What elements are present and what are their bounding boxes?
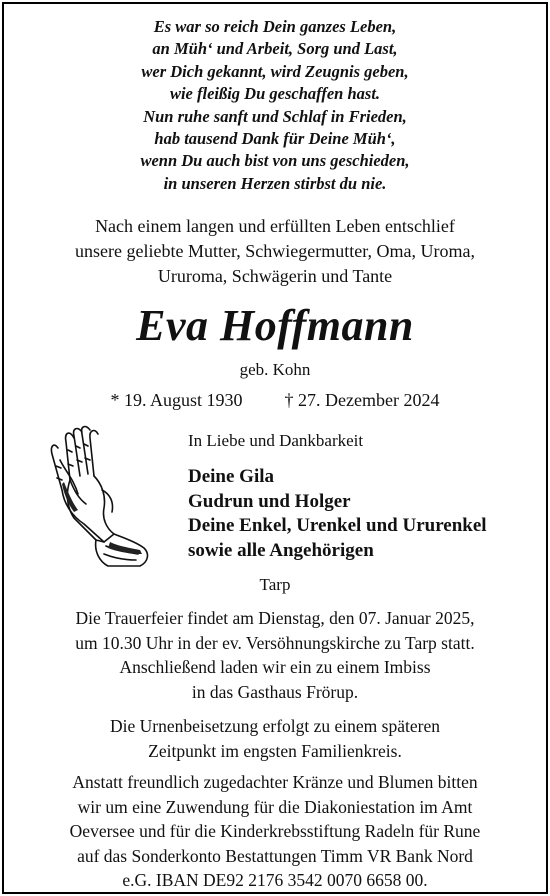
mourner-name: Deine Enkel, Urenkel und Ururenkel <box>188 515 487 536</box>
funeral-info <box>12 606 538 704</box>
death-date: † 27. Dezember 2024 <box>284 390 440 410</box>
mourner-name: Gudrun und Holger <box>188 490 351 512</box>
donation-line: Anstatt freundlich zugedachter Kränze und Blumen bitten <box>72 772 478 792</box>
poem-line: Nun ruhe sanft und Schlaf in Frieden, <box>143 106 407 126</box>
poem-line: an Müh‘ und Arbeit, Sorg und Last, <box>152 39 398 59</box>
maiden-name: geb. Kohn <box>239 360 311 379</box>
life-dates <box>12 388 538 412</box>
poem-line: wie fleißig Du geschaffen hast. <box>169 84 381 104</box>
praying-hands-icon <box>44 420 162 570</box>
donation-line: Oeversee und für die Kinderkrebsstiftung Radeln für Rune <box>69 821 481 841</box>
urn-line: Die Urnenbeisetzung erfolgt zu einem späteren <box>110 716 440 736</box>
intro-text <box>12 214 538 289</box>
urn-line: Zeitpunkt im engsten Familienkreis. <box>148 740 402 761</box>
poem-line: wer Dich gekannt, wird Zeugnis geben, <box>141 61 409 81</box>
deceased-name: Eva Hoffmann <box>136 301 414 350</box>
urn-info <box>12 714 538 763</box>
birth-date: * 19. August 1930 <box>110 390 243 410</box>
obituary-content <box>12 10 538 890</box>
donation-line: e.G. IBAN DE92 2176 3542 0070 6658 00. <box>122 870 428 890</box>
place: Tarp <box>259 575 291 594</box>
poem-line: wenn Du auch bist von uns geschieden, <box>140 151 410 171</box>
poem-line: hab tausend Dank für Deine Müh‘, <box>154 129 396 149</box>
obituary-frame <box>2 2 548 894</box>
funeral-line: Die Trauerfeier findet am Dienstag, den 07. Januar 2025, <box>75 608 475 628</box>
poem-line: Es war so reich Dein ganzes Leben, <box>153 17 397 36</box>
donation-line: wir um eine Zuwendung für die Diakoniestation im Amt <box>77 796 473 817</box>
mourners-intro: In Liebe und Dankbarkeit <box>188 431 364 450</box>
funeral-line: um 10.30 Uhr in der ev. Versöhnungskirche zu Tarp statt. <box>75 632 475 653</box>
funeral-line: in das Gasthaus Frörup. <box>191 681 359 702</box>
mourner-name: sowie alle Angehörigen <box>188 539 374 561</box>
poem <box>12 16 538 195</box>
intro-line: Ururoma, Schwägerin und Tante <box>157 266 393 286</box>
intro-line: unsere geliebte Mutter, Schwiegermutter, Oma, Uroma, <box>75 241 475 261</box>
donation-info <box>12 770 538 893</box>
mourner-name: Deine Gila <box>188 466 275 487</box>
donation-line: auf das Sonderkonto Bestattungen Timm VR Bank Nord <box>77 845 473 866</box>
intro-line: Nach einem langen und erfüllten Leben entschlief <box>95 216 455 236</box>
poem-line: in unseren Herzen stirbst du nie. <box>163 173 387 193</box>
funeral-line: Anschließend laden wir ein zu einem Imbiss <box>119 657 431 677</box>
mourners-list <box>188 465 487 563</box>
